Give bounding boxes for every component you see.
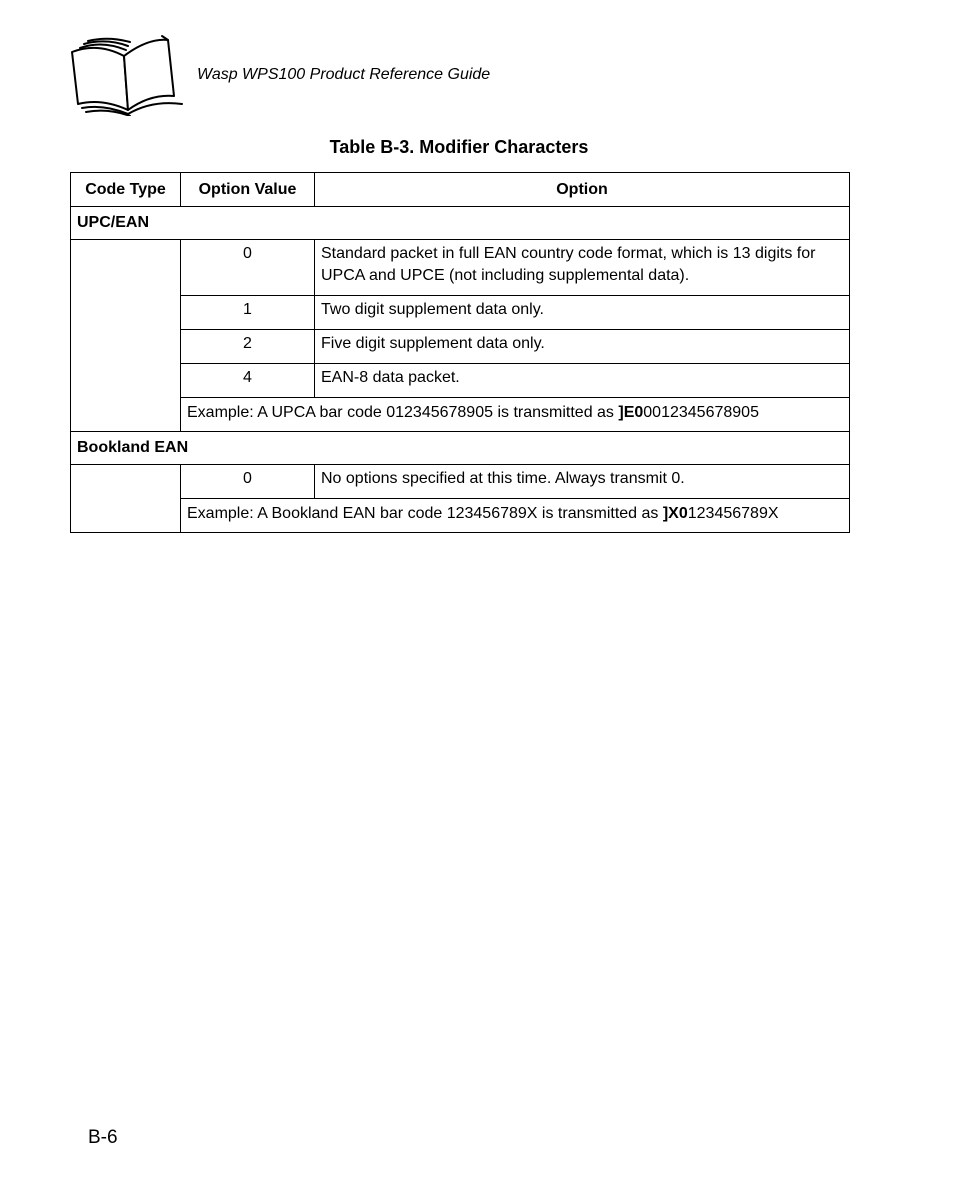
example-text bbox=[181, 499, 850, 533]
option-value: 0 bbox=[181, 240, 315, 296]
example-text bbox=[181, 398, 850, 432]
section-label: Bookland EAN bbox=[71, 432, 850, 465]
example-prefix: Example: A UPCA bar code 012345678905 is transmitted as bbox=[187, 404, 619, 421]
table-header-row bbox=[71, 173, 850, 207]
option-description: Standard packet in full EAN country code format, which is 13 digits for UPCA and UPCE (not including supplemental data). bbox=[315, 240, 850, 296]
option-description: No options specified at this time. Always transmit 0. bbox=[315, 465, 850, 499]
table-row bbox=[71, 240, 850, 296]
example-row bbox=[71, 499, 850, 533]
column-header-code-type: Code Type bbox=[71, 173, 181, 207]
option-value: 2 bbox=[181, 330, 315, 364]
code-type-cell bbox=[71, 240, 181, 432]
table-row bbox=[71, 330, 850, 364]
column-header-option-value: Option Value bbox=[181, 173, 315, 207]
section-row-upc-ean bbox=[71, 207, 850, 240]
column-header-option: Option bbox=[315, 173, 850, 207]
option-value: 0 bbox=[181, 465, 315, 499]
section-row-bookland-ean bbox=[71, 432, 850, 465]
section-label: UPC/EAN bbox=[71, 207, 850, 240]
table-row bbox=[71, 465, 850, 499]
option-description: Two digit supplement data only. bbox=[315, 296, 850, 330]
example-suffix: 0012345678905 bbox=[643, 404, 759, 421]
option-value: 1 bbox=[181, 296, 315, 330]
example-prefix: Example: A Bookland EAN bar code 123456789X is transmitted as bbox=[187, 505, 663, 522]
code-type-cell bbox=[71, 465, 181, 533]
table-title: Table B-3. Modifier Characters bbox=[329, 137, 589, 157]
example-code-prefix: ]X0 bbox=[662, 505, 688, 522]
option-value: 4 bbox=[181, 364, 315, 398]
modifier-characters-table bbox=[70, 172, 850, 533]
example-code-prefix: ]E0 bbox=[618, 404, 644, 421]
open-book-icon bbox=[68, 34, 186, 116]
option-description: Five digit supplement data only. bbox=[315, 330, 850, 364]
running-header: Wasp WPS100 Product Reference Guide bbox=[197, 66, 491, 83]
option-description: EAN-8 data packet. bbox=[315, 364, 850, 398]
table-row bbox=[71, 364, 850, 398]
example-row bbox=[71, 398, 850, 432]
table-row bbox=[71, 296, 850, 330]
page-number: B-6 bbox=[88, 1127, 118, 1148]
example-suffix: 123456789X bbox=[687, 505, 779, 522]
